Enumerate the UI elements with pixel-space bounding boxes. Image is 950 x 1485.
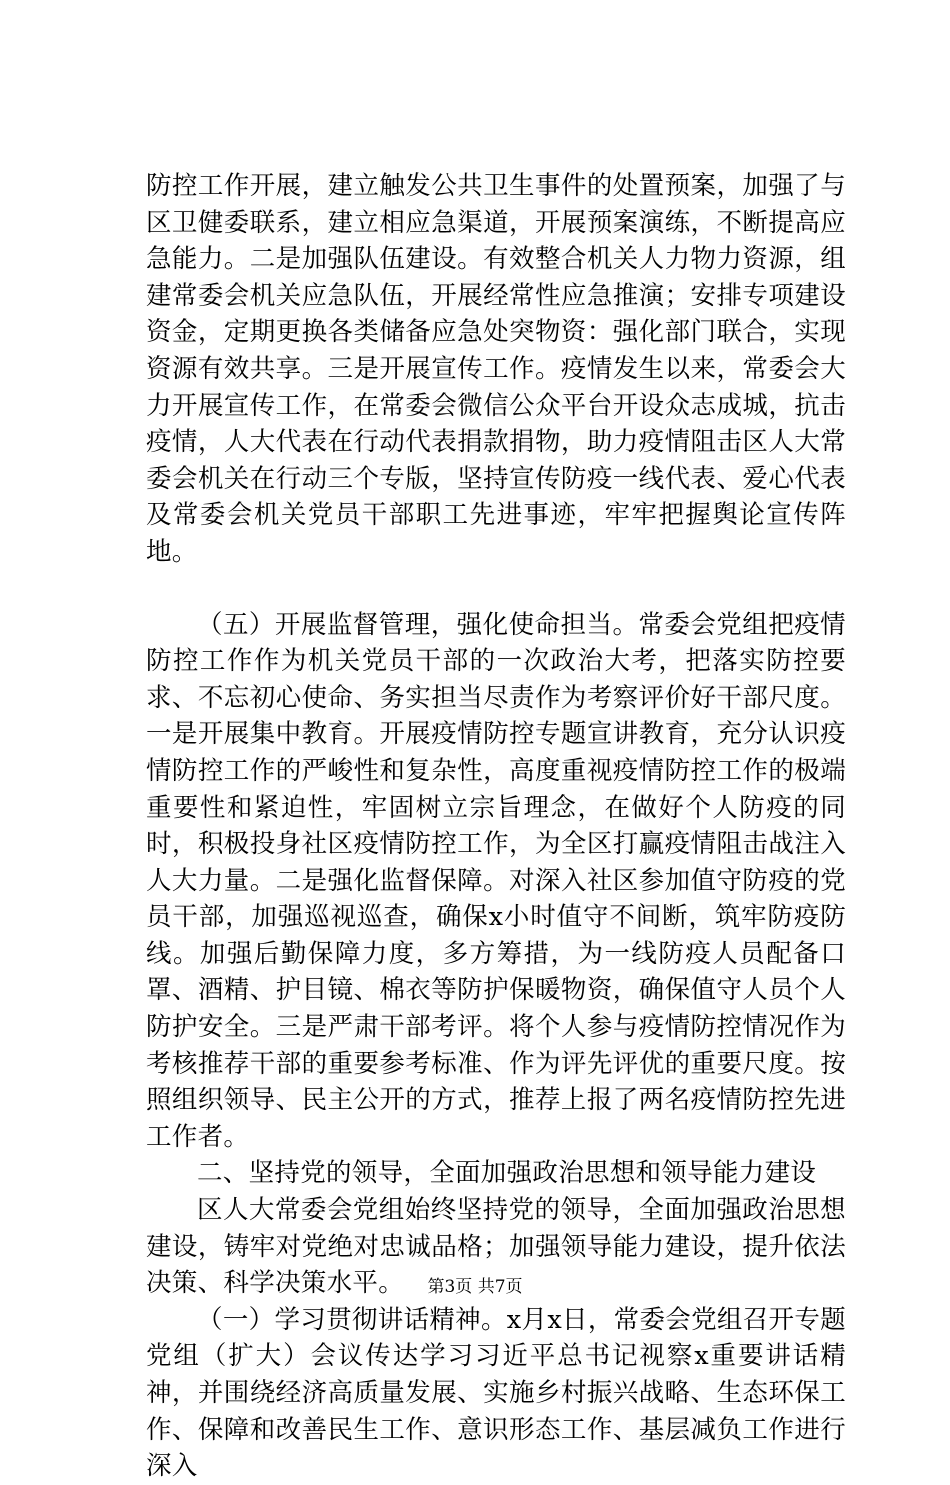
paragraph-spacer <box>146 571 846 607</box>
paragraph-subsection-one: （一）学习贯彻讲话精神。x月x日，常委会党组召开专题党组（扩大）会议传达学习习近平总书记视察x重要讲话精神，并围绕经济高质量发展、实施乡村振兴战略、生态环保工作、保障和改善民生工作、意识形态工作、基层减负工作进行深入 <box>146 1304 846 1482</box>
section-heading-two: 二、坚持党的领导，全面加强政治思想和领导能力建设 <box>197 1158 817 1189</box>
paragraph-section-two-intro: 区人大常委会党组始终坚持党的领导，全面加强政治思想建设，铸牢对党绝对忠诚品格；加强领导能力建设，提升依法决策、科学决策水平。 <box>146 1195 846 1299</box>
paragraph-section-five: （五）开展监督管理，强化使命担当。常委会党组把疫情防控工作作为机关党员干部的一次政治大考，把落实防控要求、不忘初心使命、务实担当尽责作为考察评价好干部尺度。一是开展集中教育。开展疫情防控专题宣讲教育，充分认识疫情防控工作的严峻性和复杂性，高度重视疫情防控工作的极端重要性和紧迫性，牢固树立宗旨理念，在做好个人防疫的同时，积极投身社区疫情防控工作，为全区打赢疫情阻击战注入人大力量。二是强化监督保障。对深入社区参加值守防疫的党员干部，加强巡视巡查，确保x小时值守不间断，筑牢防疫防线。加强后勤保障力度，多方筹措，为一线防疫人员配备口罩、酒精、护目镜、棉衣等防护保暖物资，确保值守人员个人防护安全。三是严肃干部考评。将个人参与疫情防控情况作为考核推荐干部的重要参考标准、作为评先评优的重要尺度。按照组织领导、民主公开的方式，推荐上报了两名疫情防控先进工作者。 <box>146 609 846 1152</box>
paragraph-continuation: 防控工作开展，建立触发公共卫生事件的处置预案，加强了与区卫健委联系，建立相应急渠道，开展预案演练，不断提高应急能力。二是加强队伍建设。有效整合机关人力物力资源，组建常委会机关应急队伍，开展经常性应急推演；安排专项建设资金，定期更换各类储备应急处突物资：强化部门联合，实现资源有效共享。三是开展宣传工作。疫情发生以来，常委会大力开展宣传工作，在常委会微信公众平台开设众志成城，抗击疫情，人大代表在行动代表捐款捐物，助力疫情阻击区人大常委会机关在行动三个专版，坚持宣传防疫一线代表、爱心代表及常委会机关党员干部职工先进事迹，牢牢把握舆论宣传阵地。 <box>146 171 846 567</box>
page-footer: 第3页 共7页 <box>427 1277 523 1297</box>
